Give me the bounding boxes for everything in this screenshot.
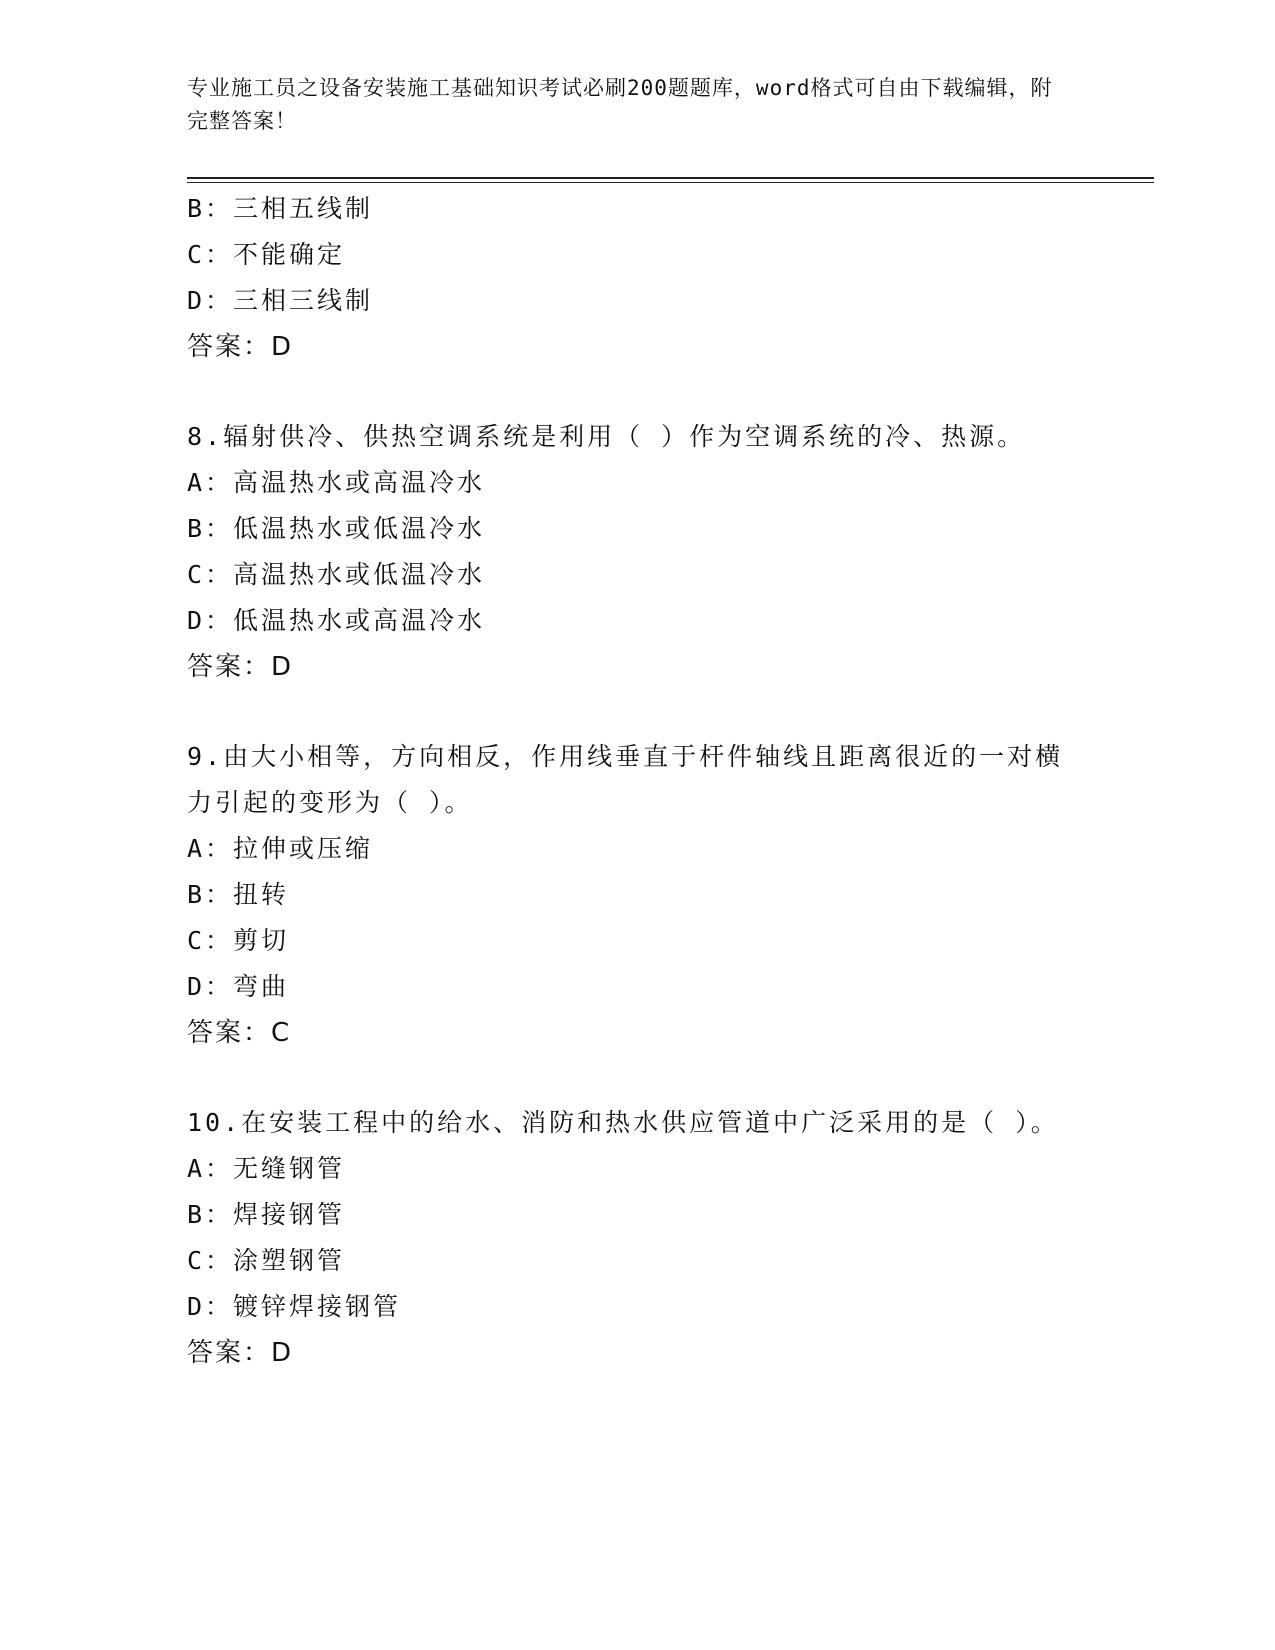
question-10 xyxy=(187,1100,1067,1376)
option-b: B：焊接钢管 xyxy=(187,1200,346,1229)
option-b: B：扭转 xyxy=(187,880,290,909)
option-c: C：涂塑钢管 xyxy=(187,1246,346,1275)
option-d: D：三相三线制 xyxy=(187,286,374,315)
question-7-continued xyxy=(187,186,1067,370)
option-b: B：低温热水或低温冷水 xyxy=(187,514,486,543)
option-a: A：高温热水或高温冷水 xyxy=(187,468,486,497)
question-8 xyxy=(187,414,1067,690)
question-stem: 10.在安装工程中的给水、消防和热水供应管道中广泛采用的是（ ）。 xyxy=(187,1108,1059,1137)
question-stem: 8.辐射供冷、供热空调系统是利用（ ）作为空调系统的冷、热源。 xyxy=(187,422,1026,451)
page-header xyxy=(187,72,1067,138)
option-c: C：不能确定 xyxy=(187,240,346,269)
option-c: C：高温热水或低温冷水 xyxy=(187,560,486,589)
answer-line: 答案：D xyxy=(187,332,294,362)
document-body xyxy=(187,186,1067,1376)
option-d: D：镀锌焊接钢管 xyxy=(187,1292,402,1321)
option-a: A：无缝钢管 xyxy=(187,1154,346,1183)
answer-line: 答案：C xyxy=(187,1018,292,1048)
option-b: B：三相五线制 xyxy=(187,194,374,223)
header-title: 专业施工员之设备安装施工基础知识考试必刷200题题库，word格式可自由下载编辑，附完整答案！ xyxy=(187,76,1053,133)
option-d: D：弯曲 xyxy=(187,972,290,1001)
header-divider-thick xyxy=(187,177,1154,179)
answer-line: 答案：D xyxy=(187,1338,294,1368)
option-a: A：拉伸或压缩 xyxy=(187,834,374,863)
answer-line: 答案：D xyxy=(187,652,294,682)
header-divider-thin xyxy=(187,182,1154,183)
question-stem: 9.由大小相等，方向相反，作用线垂直于杆件轴线且距离很近的一对横力引起的变形为（ ）。 xyxy=(187,742,1064,817)
option-c: C：剪切 xyxy=(187,926,290,955)
option-d: D：低温热水或高温冷水 xyxy=(187,606,486,635)
question-9 xyxy=(187,734,1067,1056)
